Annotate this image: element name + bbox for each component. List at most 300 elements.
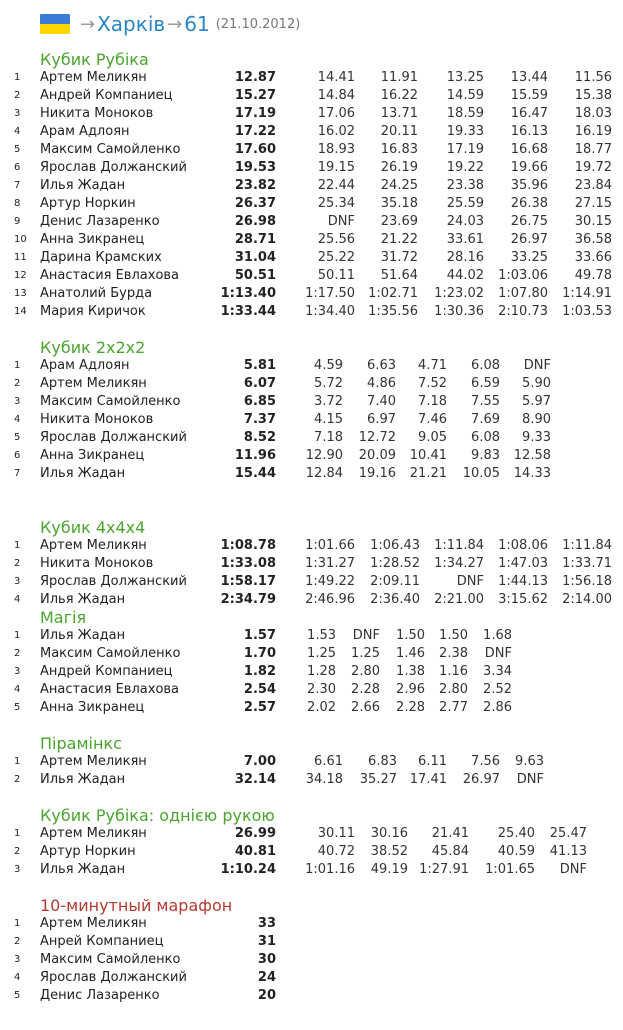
attempt-time: 1:35.56 <box>368 304 418 319</box>
attempt-time: 18.77 <box>574 142 612 157</box>
attempt-time: 1:03.06 <box>498 268 548 283</box>
competitor-name: Никита Моноков <box>40 412 154 427</box>
rank: 9 <box>14 216 21 227</box>
attempt-time: DNF <box>516 772 544 787</box>
rank: 7 <box>14 180 21 191</box>
attempt-time: 36.58 <box>574 232 612 247</box>
attempt-time: 4.71 <box>418 358 447 373</box>
attempt-time: 5.72 <box>314 376 343 391</box>
competitor-name: Денис Лазаренко <box>40 988 160 1003</box>
result-row <box>0 393 623 411</box>
attempt-time: 3.34 <box>483 664 512 679</box>
competitor-name: Илья Жадан <box>40 862 126 877</box>
page-header <box>40 10 300 38</box>
attempt-time: 1:56.18 <box>562 574 612 589</box>
attempt-time: 18.59 <box>446 106 484 121</box>
result-row <box>0 537 623 555</box>
result-row <box>0 861 623 879</box>
competitor-name: Ярослав Должанский <box>40 430 187 445</box>
ukraine-flag-icon <box>40 14 70 34</box>
arrow-right-icon: → <box>167 13 183 35</box>
attempt-time: 9.05 <box>418 430 447 445</box>
result-value: 31.04 <box>234 250 276 265</box>
attempt-time: 19.33 <box>446 124 484 139</box>
attempt-time: 1.16 <box>439 664 468 679</box>
attempt-time: 7.52 <box>418 376 447 391</box>
result-value: 31 <box>257 934 276 949</box>
attempt-time: 5.97 <box>522 394 551 409</box>
competitor-name: Денис Лазаренко <box>40 214 160 229</box>
attempt-time: 6.97 <box>367 412 396 427</box>
attempt-time: 19.66 <box>510 160 548 175</box>
rank: 11 <box>14 252 27 263</box>
attempt-time: 10.41 <box>409 448 447 463</box>
attempt-time: 23.69 <box>380 214 418 229</box>
attempt-time: 13.25 <box>446 70 484 85</box>
attempt-time: 7.18 <box>314 430 343 445</box>
attempt-time: 30.16 <box>370 826 408 841</box>
attempt-time: 1:17.50 <box>305 286 355 301</box>
attempt-time: 2:10.73 <box>498 304 548 319</box>
attempt-time: 38.52 <box>370 844 408 859</box>
attempt-time: DNF <box>327 214 355 229</box>
attempt-time: 12.84 <box>305 466 343 481</box>
attempt-time: 16.68 <box>510 142 548 157</box>
attempt-time: 13.71 <box>380 106 418 121</box>
attempt-time: 1:33.71 <box>562 556 612 571</box>
attempt-time: 23.38 <box>446 178 484 193</box>
result-row <box>0 213 623 231</box>
attempt-time: 16.83 <box>380 142 418 157</box>
result-row <box>0 231 623 249</box>
result-row <box>0 447 623 465</box>
attempt-time: 17.19 <box>446 142 484 157</box>
attempt-time: 1.38 <box>396 664 425 679</box>
attempt-time: 26.19 <box>380 160 418 175</box>
attempt-time: 1:23.02 <box>434 286 484 301</box>
result-value: 11.96 <box>234 448 276 463</box>
rank: 4 <box>14 684 21 695</box>
result-value: 2.57 <box>243 700 276 715</box>
rank: 5 <box>14 144 21 155</box>
attempt-time: 8.90 <box>522 412 551 427</box>
result-value: 1:13.40 <box>220 286 276 301</box>
attempt-time: DNF <box>559 862 587 877</box>
result-value: 12.87 <box>234 70 276 85</box>
attempt-time: 17.06 <box>317 106 355 121</box>
attempt-time: 14.84 <box>317 88 355 103</box>
competitor-name: Анрей Компаниец <box>40 934 164 949</box>
attempt-time: 19.16 <box>358 466 396 481</box>
attempt-time: 11.91 <box>380 70 418 85</box>
competitor-name: Ярослав Должанский <box>40 160 187 175</box>
attempt-time: 31.72 <box>380 250 418 265</box>
rank: 2 <box>14 648 21 659</box>
attempt-time: 28.16 <box>446 250 484 265</box>
attempt-time: 40.59 <box>497 844 535 859</box>
competitor-name: Ярослав Должанский <box>40 574 187 589</box>
attempt-time: 19.72 <box>574 160 612 175</box>
attempt-time: 40.72 <box>317 844 355 859</box>
attempt-time: 2.66 <box>351 700 380 715</box>
attempt-time: 1:31.27 <box>305 556 355 571</box>
attempt-time: 33.66 <box>574 250 612 265</box>
attempt-time: 41.13 <box>549 844 587 859</box>
competitor-name: Андрей Компаниец <box>40 664 173 679</box>
result-value: 17.19 <box>234 106 276 121</box>
result-row <box>0 357 623 375</box>
attempt-time: 1.46 <box>396 646 425 661</box>
result-row <box>0 933 623 951</box>
attempt-time: 30.15 <box>574 214 612 229</box>
rank: 2 <box>14 846 21 857</box>
result-row <box>0 951 623 969</box>
attempt-time: 50.11 <box>317 268 355 283</box>
rank: 10 <box>14 234 27 245</box>
attempt-time: 2.02 <box>307 700 336 715</box>
attempt-time: 1:03.53 <box>562 304 612 319</box>
rank: 14 <box>14 306 27 317</box>
competitor-name: Артем Меликян <box>40 376 147 391</box>
result-row <box>0 465 623 483</box>
competitor-name: Дарина Крамских <box>40 250 162 265</box>
result-value: 19.53 <box>234 160 276 175</box>
result-value: 50.51 <box>234 268 276 283</box>
attempt-time: 25.40 <box>497 826 535 841</box>
rank: 3 <box>14 954 21 965</box>
attempt-time: 6.61 <box>314 754 343 769</box>
attempt-time: 45.84 <box>431 844 469 859</box>
attempt-time: 1.68 <box>483 628 512 643</box>
competitor-name: Илья Жадан <box>40 628 126 643</box>
breadcrumb-competition-link[interactable]: 61 <box>184 12 210 36</box>
result-row <box>0 969 623 987</box>
attempt-time: 26.75 <box>510 214 548 229</box>
competitor-name: Артем Меликян <box>40 70 147 85</box>
attempt-time: 25.56 <box>317 232 355 247</box>
result-row <box>0 123 623 141</box>
result-row <box>0 843 623 861</box>
attempt-time: 6.83 <box>368 754 397 769</box>
arrow-right-icon: → <box>80 13 96 35</box>
rank: 1 <box>14 756 21 767</box>
competitor-name: Максим Самойленко <box>40 952 181 967</box>
result-row <box>0 249 623 267</box>
attempt-time: 20.09 <box>358 448 396 463</box>
attempt-time: 34.18 <box>305 772 343 787</box>
attempt-time: 25.59 <box>446 196 484 211</box>
competitor-name: Артем Меликян <box>40 538 147 553</box>
attempt-time: 1.50 <box>396 628 425 643</box>
attempt-time: 1.28 <box>307 664 336 679</box>
result-row <box>0 555 623 573</box>
attempt-time: 2.52 <box>483 682 512 697</box>
attempt-time: 33.25 <box>510 250 548 265</box>
rank: 1 <box>14 360 21 371</box>
attempt-time: 1:47.03 <box>498 556 548 571</box>
attempt-time: 18.03 <box>574 106 612 121</box>
attempt-time: 2.28 <box>396 700 425 715</box>
rank: 6 <box>14 162 21 173</box>
attempt-time: 15.59 <box>510 88 548 103</box>
rank: 3 <box>14 576 21 587</box>
rank: 5 <box>14 432 21 443</box>
attempt-time: 7.40 <box>367 394 396 409</box>
rank: 12 <box>14 270 27 281</box>
attempt-time: 2.77 <box>439 700 468 715</box>
rank: 3 <box>14 666 21 677</box>
rank: 2 <box>14 90 21 101</box>
attempt-time: 19.15 <box>317 160 355 175</box>
attempt-time: 1.50 <box>439 628 468 643</box>
attempt-time: 12.72 <box>358 430 396 445</box>
attempt-time: 1.53 <box>307 628 336 643</box>
attempt-time: 6.63 <box>367 358 396 373</box>
event-title: 10-минутный марафон <box>40 896 233 915</box>
event-title: Магія <box>40 608 87 627</box>
result-row <box>0 753 623 771</box>
attempt-time: DNF <box>456 574 484 589</box>
attempt-time: 1:06.43 <box>370 538 420 553</box>
competitor-name: Мария Киричок <box>40 304 146 319</box>
competitor-name: Артем Меликян <box>40 826 147 841</box>
result-value: 6.85 <box>243 394 276 409</box>
result-row <box>0 87 623 105</box>
attempt-time: 35.18 <box>380 196 418 211</box>
result-value: 6.07 <box>243 376 276 391</box>
rank: 7 <box>14 468 21 479</box>
attempt-time: 25.47 <box>549 826 587 841</box>
attempt-time: DNF <box>484 646 512 661</box>
attempt-time: 21.41 <box>431 826 469 841</box>
attempt-time: 4.86 <box>367 376 396 391</box>
rank: 2 <box>14 936 21 947</box>
result-value: 32.14 <box>234 772 276 787</box>
attempt-time: 12.90 <box>305 448 343 463</box>
attempt-time: DNF <box>352 628 380 643</box>
rank: 13 <box>14 288 27 299</box>
result-value: 1.70 <box>243 646 276 661</box>
rank: 4 <box>14 414 21 425</box>
attempt-time: 2.86 <box>483 700 512 715</box>
rank: 5 <box>14 990 21 1001</box>
competitor-name: Максим Самойленко <box>40 142 181 157</box>
attempt-time: 2:46.96 <box>305 592 355 607</box>
rank: 3 <box>14 864 21 875</box>
result-row <box>0 573 623 591</box>
attempt-time: 6.08 <box>471 430 500 445</box>
attempt-time: 2:21.00 <box>434 592 484 607</box>
attempt-time: 2.30 <box>307 682 336 697</box>
rank: 2 <box>14 558 21 569</box>
competitor-name: Анна Зикранец <box>40 700 145 715</box>
rank: 4 <box>14 972 21 983</box>
competitor-name: Илья Жадан <box>40 178 126 193</box>
rank: 2 <box>14 774 21 785</box>
attempt-time: 1:08.06 <box>498 538 548 553</box>
competitor-name: Анатолий Бурда <box>40 286 153 301</box>
rank: 4 <box>14 594 21 605</box>
rank: 1 <box>14 918 21 929</box>
attempt-time: 9.33 <box>522 430 551 445</box>
attempt-time: 1.25 <box>351 646 380 661</box>
attempt-time: 1:01.16 <box>305 862 355 877</box>
rank: 1 <box>14 72 21 83</box>
attempt-time: 33.61 <box>446 232 484 247</box>
result-value: 1:58.17 <box>220 574 276 589</box>
attempt-time: 17.41 <box>409 772 447 787</box>
result-row <box>0 663 623 681</box>
attempt-time: 9.63 <box>515 754 544 769</box>
competitor-name: Артем Меликян <box>40 916 147 931</box>
result-row <box>0 177 623 195</box>
attempt-time: 1.25 <box>307 646 336 661</box>
attempt-time: 51.64 <box>380 268 418 283</box>
competitor-name: Арам Адлоян <box>40 358 130 373</box>
attempt-time: 1:34.40 <box>305 304 355 319</box>
result-value: 1:33.08 <box>220 556 276 571</box>
result-value: 1:08.78 <box>220 538 276 553</box>
competitor-name: Максим Самойленко <box>40 394 181 409</box>
attempt-time: 1:34.27 <box>434 556 484 571</box>
attempt-time: 9.83 <box>471 448 500 463</box>
result-row <box>0 627 623 645</box>
result-value: 33 <box>257 916 276 931</box>
competitor-name: Никита Моноков <box>40 106 154 121</box>
event-title: Кубик 4x4x4 <box>40 518 146 537</box>
competitor-name: Анна Зикранец <box>40 448 145 463</box>
attempt-time: 1:01.66 <box>305 538 355 553</box>
attempt-time: 23.84 <box>574 178 612 193</box>
attempt-time: 24.25 <box>380 178 418 193</box>
attempt-time: 1:27.91 <box>419 862 469 877</box>
result-row <box>0 915 623 933</box>
attempt-time: 26.38 <box>510 196 548 211</box>
attempt-time: 2.38 <box>439 646 468 661</box>
competitor-name: Никита Моноков <box>40 556 154 571</box>
competitor-name: Артур Норкин <box>40 196 136 211</box>
attempt-time: 11.56 <box>574 70 612 85</box>
rank: 3 <box>14 108 21 119</box>
rank: 5 <box>14 702 21 713</box>
attempt-time: 7.18 <box>418 394 447 409</box>
attempt-time: 1:44.13 <box>498 574 548 589</box>
event-title: Кубик Рубіка: однією рукою <box>40 806 275 825</box>
result-value: 5.81 <box>243 358 276 373</box>
competition-date: (21.10.2012) <box>215 16 301 32</box>
competitor-name: Илья Жадан <box>40 466 126 481</box>
attempt-time: DNF <box>523 358 551 373</box>
result-value: 1:10.24 <box>220 862 276 877</box>
result-value: 26.98 <box>234 214 276 229</box>
result-value: 17.22 <box>234 124 276 139</box>
result-row <box>0 411 623 429</box>
attempt-time: 16.13 <box>510 124 548 139</box>
attempt-time: 1:07.80 <box>498 286 548 301</box>
attempt-time: 3:15.62 <box>498 592 548 607</box>
breadcrumb-city-link[interactable]: Харків <box>97 12 166 36</box>
result-value: 17.60 <box>234 142 276 157</box>
result-row <box>0 267 623 285</box>
result-row <box>0 591 623 609</box>
competitor-name: Илья Жадан <box>40 592 126 607</box>
attempt-time: 1:49.22 <box>305 574 355 589</box>
result-value: 15.27 <box>234 88 276 103</box>
attempt-time: 21.22 <box>380 232 418 247</box>
attempt-time: 1:14.91 <box>562 286 612 301</box>
attempt-time: 16.22 <box>380 88 418 103</box>
rank: 1 <box>14 540 21 551</box>
rank: 4 <box>14 126 21 137</box>
attempt-time: 2.80 <box>439 682 468 697</box>
result-row <box>0 69 623 87</box>
attempt-time: 2:36.40 <box>370 592 420 607</box>
competitor-name: Артем Меликян <box>40 754 147 769</box>
result-value: 2.54 <box>243 682 276 697</box>
result-value: 20 <box>257 988 276 1003</box>
attempt-time: 27.15 <box>574 196 612 211</box>
attempt-time: 1:11.84 <box>562 538 612 553</box>
result-row <box>0 825 623 843</box>
rank: 2 <box>14 378 21 389</box>
attempt-time: 21.21 <box>409 466 447 481</box>
competitor-name: Анастасия Евлахова <box>40 682 180 697</box>
attempt-time: 35.27 <box>359 772 397 787</box>
result-value: 15.44 <box>234 466 276 481</box>
result-value: 26.37 <box>234 196 276 211</box>
attempt-time: 26.97 <box>462 772 500 787</box>
result-value: 40.81 <box>234 844 276 859</box>
result-value: 1.82 <box>243 664 276 679</box>
attempt-time: 44.02 <box>446 268 484 283</box>
attempt-time: 10.05 <box>462 466 500 481</box>
attempt-time: 30.11 <box>317 826 355 841</box>
attempt-time: 18.93 <box>317 142 355 157</box>
result-row <box>0 645 623 663</box>
attempt-time: 19.22 <box>446 160 484 175</box>
result-value: 1:33.44 <box>220 304 276 319</box>
attempt-time: 25.34 <box>317 196 355 211</box>
competitor-name: Арам Адлоян <box>40 124 130 139</box>
attempt-time: 1:28.52 <box>370 556 420 571</box>
result-value: 7.37 <box>243 412 276 427</box>
attempt-time: 6.08 <box>471 358 500 373</box>
attempt-time: 16.02 <box>317 124 355 139</box>
result-row <box>0 195 623 213</box>
competitor-name: Максим Самойленко <box>40 646 181 661</box>
event-title: Кубик 2x2x2 <box>40 338 146 357</box>
result-value: 24 <box>257 970 276 985</box>
rank: 6 <box>14 450 21 461</box>
competitor-name: Анастасия Евлахова <box>40 268 180 283</box>
attempt-time: 26.97 <box>510 232 548 247</box>
attempt-time: 2:09.11 <box>370 574 420 589</box>
attempt-time: 14.33 <box>513 466 551 481</box>
rank: 1 <box>14 630 21 641</box>
rank: 1 <box>14 828 21 839</box>
attempt-time: 49.78 <box>574 268 612 283</box>
result-row <box>0 681 623 699</box>
result-row <box>0 771 623 789</box>
result-value: 2:34.79 <box>220 592 276 607</box>
attempt-time: 7.55 <box>471 394 500 409</box>
rank: 8 <box>14 198 21 209</box>
result-row <box>0 699 623 717</box>
competitor-name: Анна Зикранец <box>40 232 145 247</box>
attempt-time: 1:02.71 <box>368 286 418 301</box>
attempt-time: 1:01.65 <box>485 862 535 877</box>
competitor-name: Артур Норкин <box>40 844 136 859</box>
